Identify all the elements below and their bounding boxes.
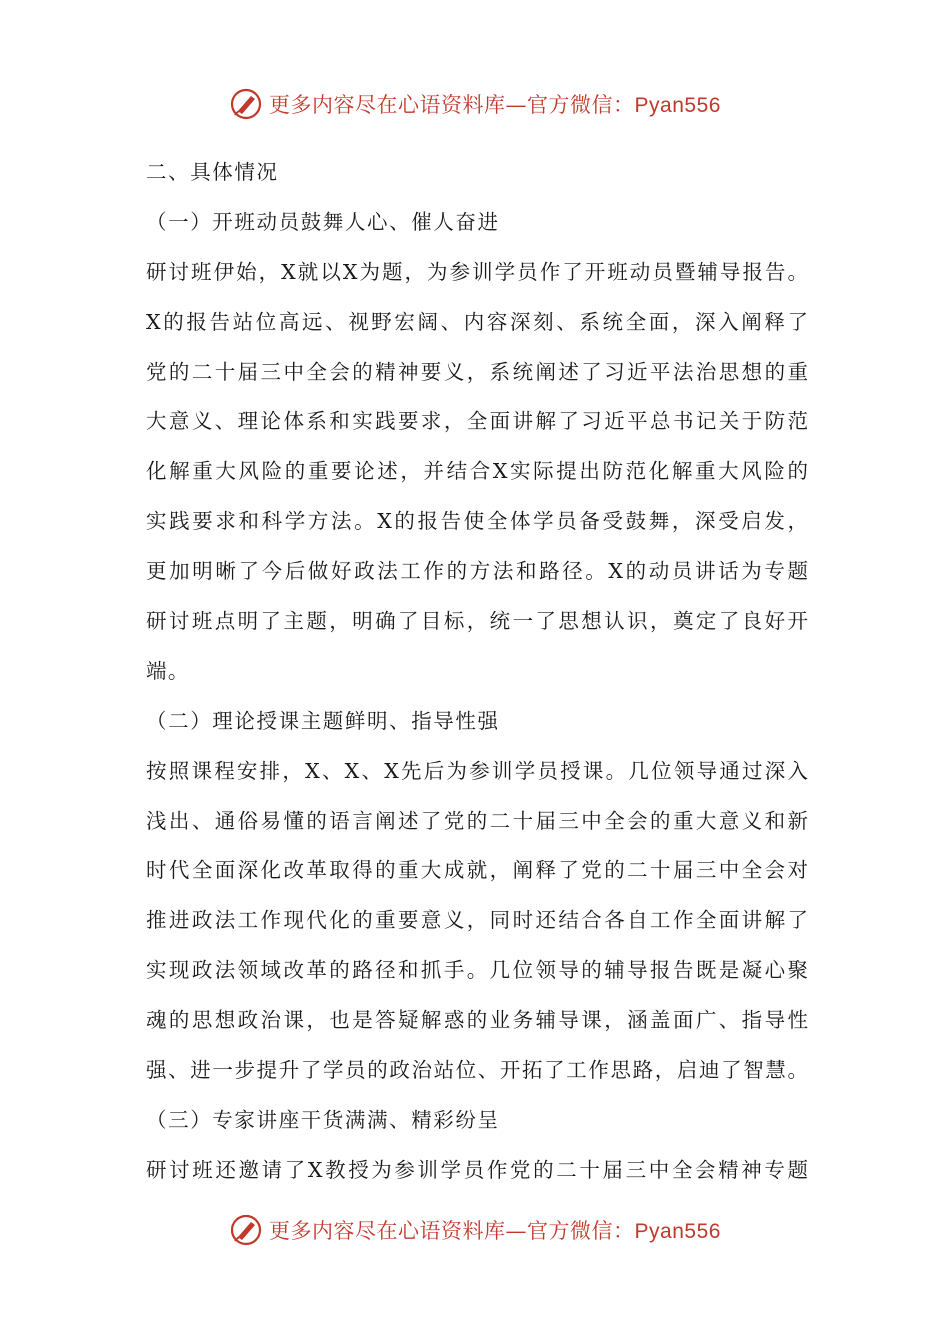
section-heading: 二、具体情况 [146, 160, 279, 184]
banner-slogan: 更多内容尽在心语资料库—官方微信： [269, 1219, 635, 1243]
banner-account: Pyan556 [634, 1220, 721, 1243]
pen-seal-icon [229, 87, 263, 121]
paragraph-line: 浅出、通俗易懂的语言阐述了党的二十届三中全会的重大意义和新 [146, 808, 808, 833]
paragraph-line: 研讨班点明了主题，明确了目标，统一了思想认识，奠定了良好开 [146, 609, 808, 634]
paragraph-line: 研讨班伊始，X就以X为题，为参训学员作了开班动员暨辅导报告。 [146, 259, 808, 284]
paragraph-line: 实现政法领域改革的路径和抓手。几位领导的辅导报告既是凝心聚 [146, 958, 808, 983]
footer-watermark-banner [0, 1210, 950, 1250]
subsection-heading-2: （二）理论授课主题鲜明、指导性强 [146, 708, 500, 733]
paragraph-line: 强、进一步提升了学员的政治站位、开拓了工作思路，启迪了智慧。 [146, 1058, 808, 1083]
paragraph-line: X的报告站位高远、视野宏阔、内容深刻、系统全面，深入阐释了 [146, 309, 808, 334]
paragraph-line: 研讨班还邀请了X教授为参训学员作党的二十届三中全会精神专题 [146, 1157, 808, 1182]
paragraph-line: 更加明晰了今后做好政法工作的方法和路径。X的动员讲话为专题 [146, 559, 808, 584]
paragraph-line: 时代全面深化改革取得的重大成就，阐释了党的二十届三中全会对 [146, 858, 808, 883]
banner-text [269, 89, 721, 119]
banner-account: Pyan556 [634, 94, 721, 117]
paragraph-line: 推进政法工作现代化的重要意义，同时还结合各自工作全面讲解了 [146, 908, 808, 933]
paragraph-line: 端。 [146, 658, 190, 683]
banner-text [269, 1215, 721, 1245]
paragraph-line: 魂的思想政治课，也是答疑解惑的业务辅导课，涵盖面广、指导性 [146, 1008, 808, 1033]
paragraph-line: 大意义、理论体系和实践要求，全面讲解了习近平总书记关于防范 [146, 409, 808, 434]
header-watermark-banner [0, 84, 950, 124]
subsection-heading-1: （一）开班动员鼓舞人心、催人奋进 [146, 209, 500, 234]
document-body [146, 148, 808, 1196]
pen-seal-icon [229, 1213, 263, 1247]
paragraph-line: 按照课程安排，X、X、X先后为参训学员授课。几位领导通过深入 [146, 758, 808, 783]
paragraph-line: 实践要求和科学方法。X的报告使全体学员备受鼓舞，深受启发， [146, 509, 808, 534]
paragraph-line: 党的二十届三中全会的精神要义，系统阐述了习近平法治思想的重 [146, 359, 808, 384]
paragraph-line: 化解重大风险的重要论述，并结合X实际提出防范化解重大风险的 [146, 459, 808, 484]
banner-slogan: 更多内容尽在心语资料库—官方微信： [269, 93, 635, 117]
subsection-heading-3: （三）专家讲座干货满满、精彩纷呈 [146, 1107, 500, 1132]
